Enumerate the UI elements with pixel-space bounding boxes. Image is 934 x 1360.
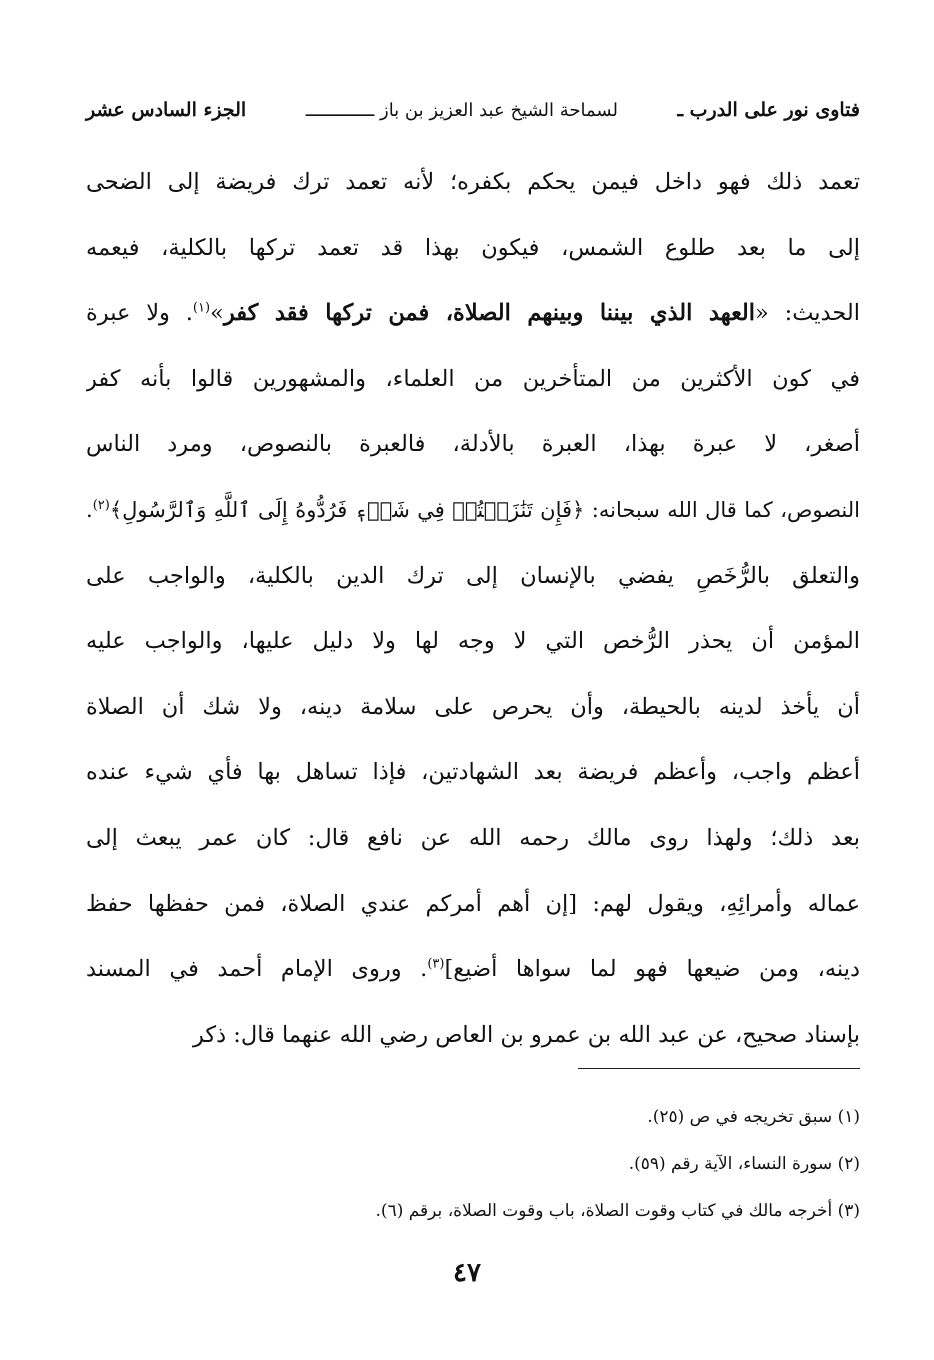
text-line: أصغر، لا عبرة بهذا، العبرة بالأدلة، فالعبرة بالنصوص، ومرد الناس [86,431,860,458]
author-name: لسماحة الشيخ عبد العزيز بن باز ـــــــــــــ [305,99,618,121]
text-line: المؤمن أن يحذر الرُّخص التي لا وجه لها ولا دليل عليها، والواجب عليه [86,628,860,655]
footnotes [86,1094,860,1235]
footnote-item: (٢) سورة النساء، الآية رقم (٥٩). [628,1154,860,1174]
footnote-item: (١) سبق تخريجه في ص (٢٥). [647,1107,860,1127]
text-line: الحديث: «العهد الذي بيننا وبينهم الصلاة، فمن تركها فقد كفر»$^{(١)}$. ولا عبرة [86,300,860,327]
text-line: إلى ما بعد طلوع الشمس، فيكون بهذا قد تعمد تركها بالكلية، فيعمه [86,234,860,261]
text-line: في كون الأكثرين من المتأخرين من العلماء، والمشهورين قالوا بأنه كفر [86,365,860,392]
text-line: تعمد ذلك فهو داخل فيمن يحكم بكفره؛ لأنه تعمد ترك فريضة إلى الضحى [86,169,860,195]
footnote-ref: (٣) [427,956,445,972]
text-line: النصوص، كما قال الله سبحانه: ﴿فَإِن تَنَٰزَعۡتُمۡ فِي شَيۡءٖ فَرُدُّوهُ إِلَى ٱللَّهِ وَٱلرَّسُولِ﴾$^{(٢)}$. [86,497,860,522]
text-line: بعد ذلك؛ ولهذا روى مالك رحمه الله عن نافع قال: كان عمر يبعث إلى [86,824,860,851]
footnote-ref: (٢) [92,497,110,513]
page-number: ٤٧ [453,1258,481,1288]
text-line: أعظم واجب، وأعظم فريضة بعد الشهادتين، فإذا تساهل بها فأي شيء عنده [86,759,860,786]
hadith-quote: العهد الذي بيننا وبينهم الصلاة، فمن تركها فقد كفر [223,300,756,327]
body-text [86,150,860,1068]
footnote-ref: (١) [192,300,211,316]
quran-verse: ﴿فَإِن تَنَٰزَعۡتُمۡ فِي شَيۡءٖ فَرُدُّوهُ إِلَى ٱللَّهِ وَٱلرَّسُولِ﴾ [109,497,585,522]
book-title: فتاوى نور على الدرب ـ [677,99,860,121]
text-line: بإسناد صحيح، عن عبد الله بن عمرو بن العاص رضي الله عنهما قال: ذكر [192,1021,860,1048]
text-line: دينه، ومن ضيعها فهو لما سواها أضيع]$^{(٣)}$. وروى الإمام أحمد في المسند [86,956,860,983]
volume-part: الجزء السادس عشر [86,99,247,121]
text-line: والتعلق بالرُّخَصِ يفضي بالإنسان إلى ترك الدين بالكلية، والواجب على [86,562,860,589]
text-line: عماله وأمرائِهِ، ويقول لهم: [إن أهم أمركم عندي الصلاة، فمن حفظها حفظ [86,890,860,917]
running-header [86,92,860,128]
text-line: أن يأخذ لدينه بالحيطة، وأن يحرص على سلامة دينه، ولا شك أن الصلاة [86,693,860,720]
footnote-divider [578,1068,860,1069]
footnote-item: (٣) أخرجه مالك في كتاب وقوت الصلاة، باب وقوت الصلاة، برقم (٦). [375,1201,860,1221]
